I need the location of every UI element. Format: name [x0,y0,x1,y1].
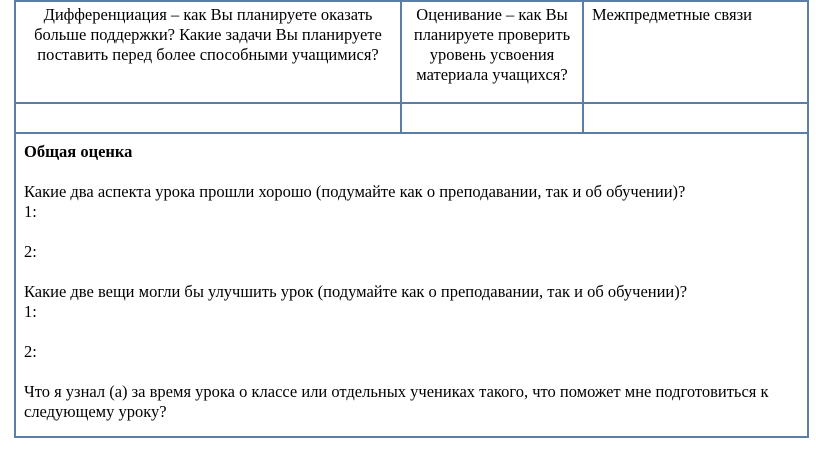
empty-cell-cross-curricular [583,103,808,133]
header-cell-differentiation [15,1,401,103]
summary-row [15,133,808,437]
header-differentiation-text: Дифференциация – как Вы планируете оказать больше поддержки? Какие задачи Вы планируете поставить перед более способными учащимися? [34,5,382,64]
header-cross-curricular-text: Межпредметные связи [592,5,752,24]
question-went-well: Какие два аспекта урока прошли хорошо (подумайте как о преподавании, так и об обучении)? [24,182,686,201]
header-row [15,1,808,103]
header-cell-cross-curricular [583,1,808,103]
answer-went-well-1: 1: [24,202,37,221]
empty-cell-assessment [401,103,583,133]
summary-title: Общая оценка [24,142,133,161]
header-cell-assessment [401,1,583,103]
question-improve: Какие две вещи могли бы улучшить урок (подумайте как о преподавании, так и об обучении)? [24,282,688,301]
question-learned: Что я узнал (а) за время урока о классе или отдельных учениках такого, что поможет мне подготовиться к следующему уроку? [24,382,769,421]
lesson-plan-table [14,0,809,438]
answer-improve-1: 1: [24,302,37,321]
empty-cell-differentiation [15,103,401,133]
answer-went-well-2: 2: [24,242,37,261]
empty-row [15,103,808,133]
summary-cell [15,133,808,437]
header-assessment-text: Оценивание – как Вы планируете проверить уровень усвоения материала учащихся? [413,5,571,84]
answer-improve-2: 2: [24,342,37,361]
